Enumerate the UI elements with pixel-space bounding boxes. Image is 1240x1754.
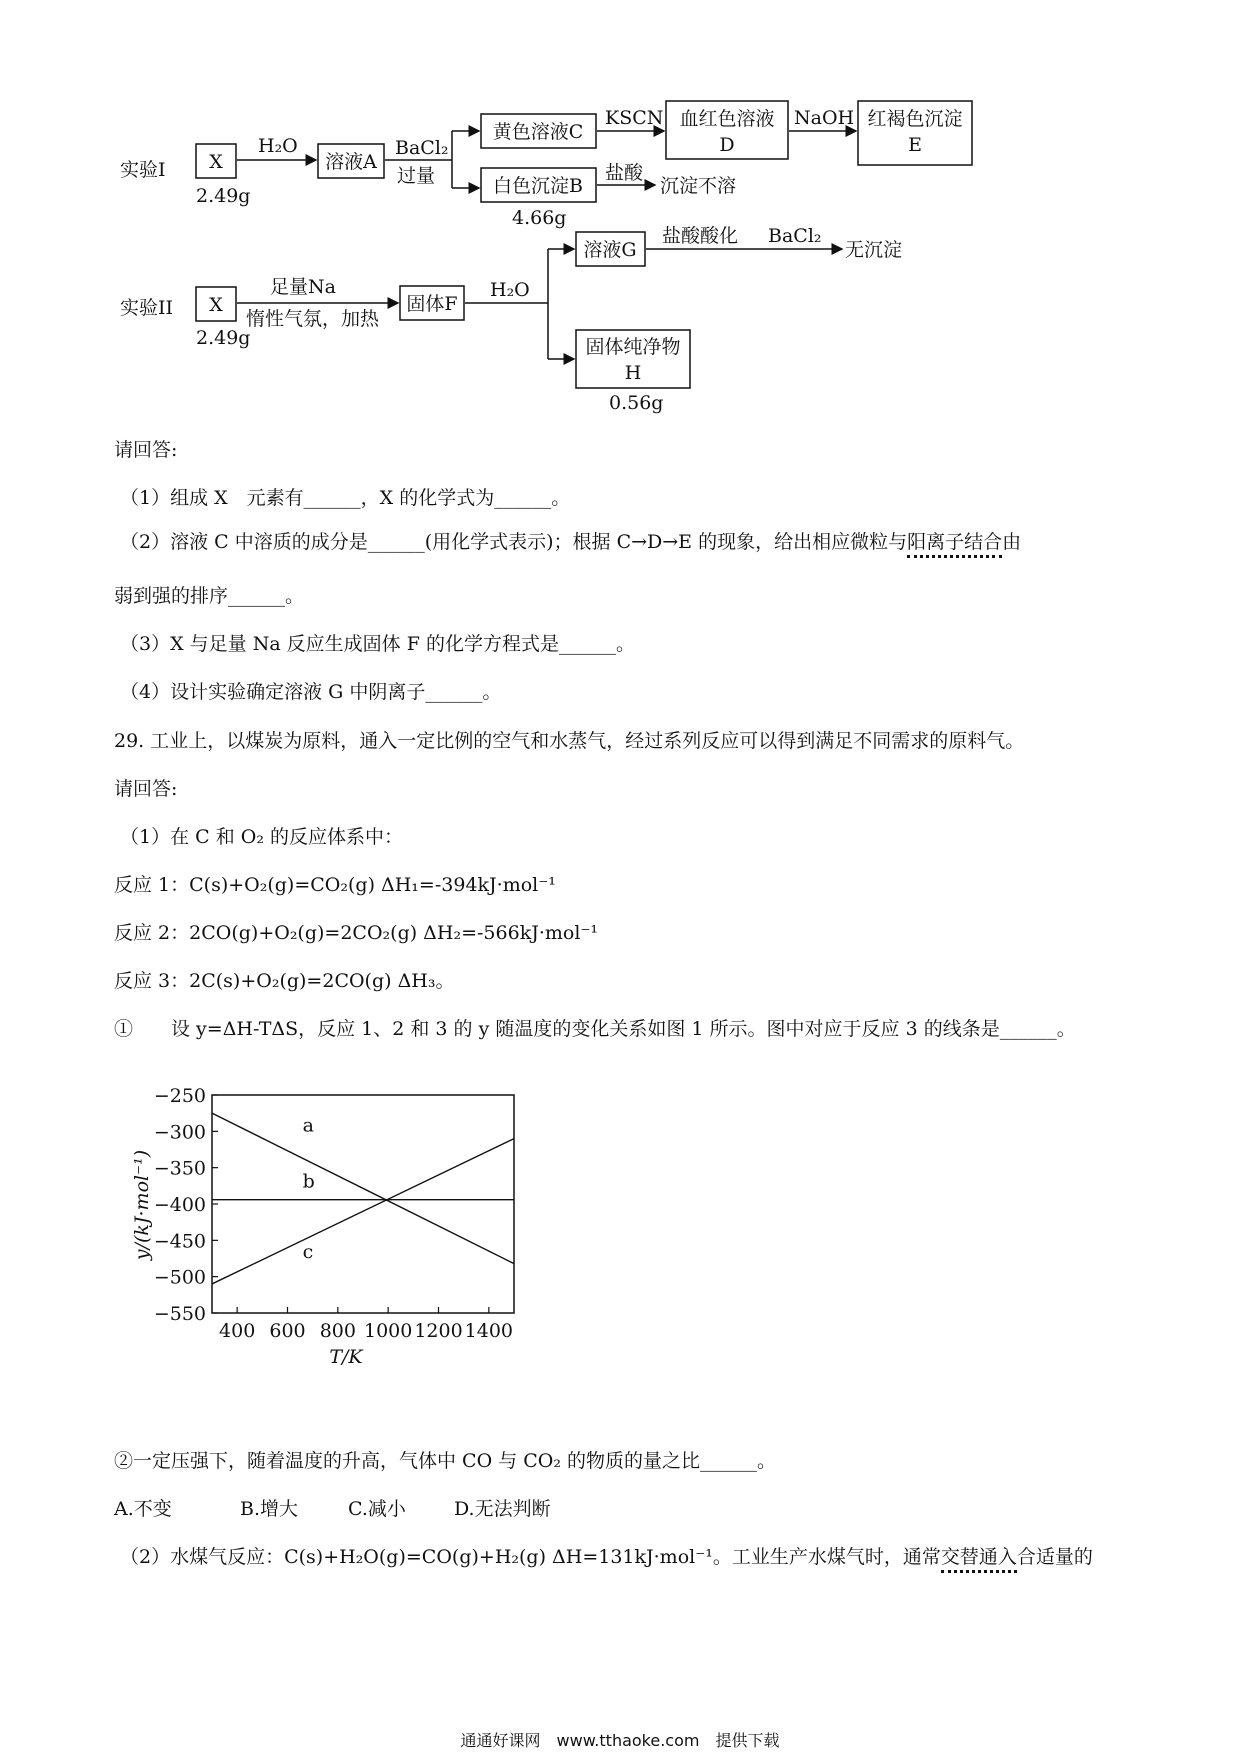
x-tick-label: 1400: [464, 1320, 514, 1342]
exp2-label: 实验II: [120, 297, 174, 319]
y-tick-label: −550: [153, 1303, 206, 1325]
exp1-label: 实验I: [120, 159, 166, 181]
series-line-a: [212, 1113, 514, 1263]
no-ppt-label: 无沉淀: [845, 239, 903, 261]
q28-part2-tail: 由: [1002, 531, 1022, 553]
options-row: [114, 1497, 551, 1521]
series-label-a: a: [302, 1114, 314, 1137]
q29-part2-emphasis: 交替通入: [941, 1546, 1017, 1573]
hcl-label: 盐酸: [605, 162, 644, 184]
q28-part3: （3）X 与足量 Na 反应生成固体 F 的化学方程式是______。: [120, 633, 635, 655]
na-excess-label: 足量Na: [270, 276, 336, 298]
mass-b: 4.66g: [512, 207, 567, 229]
reaction-2: 反应 2：2CO(g)+O₂(g)=2CO₂(g) ΔH₂=-566kJ·mol⁻¹: [114, 922, 599, 944]
yellow-c-label: 黄色溶液C: [492, 121, 584, 143]
footer-source: 通通好课网 www.tthaoke.com 提供下载: [460, 1731, 780, 1750]
option-c: C.减小: [348, 1498, 406, 1520]
q29-sub2: ②一定压强下，随着温度的升高，气体中 CO 与 CO₂ 的物质的量之比______。: [114, 1450, 777, 1472]
series-line-c: [212, 1139, 514, 1284]
h2o-label-1: H₂O: [258, 135, 298, 157]
red-d-label-2: D: [719, 134, 735, 156]
y-tick-label: −400: [153, 1194, 206, 1216]
q29-part1: （1）在 C 和 O₂ 的反应体系中：: [120, 826, 403, 848]
kscn-label: KSCN: [605, 107, 664, 129]
inert-label: 惰性气氛，加热: [246, 308, 380, 330]
bacl2-label-2: BaCl₂: [768, 225, 822, 247]
naoh-label: NaOH: [794, 107, 855, 129]
bacl2-label: BaCl₂: [395, 137, 449, 159]
q28-part2-emphasis: 阳离子结合: [907, 531, 1002, 558]
solution-g-label: 溶液G: [583, 239, 637, 261]
x-tick-label: 800: [319, 1320, 356, 1342]
mass-x-1: 2.49g: [196, 185, 251, 207]
y-tick-label: −300: [153, 1121, 206, 1144]
q28-part2-line1: [120, 530, 1021, 554]
x-axis-label: T/K: [329, 1346, 363, 1368]
insoluble-label: 沉淀不溶: [660, 175, 737, 197]
solid-h-label-2: H: [624, 362, 642, 384]
please-answer-28: 请回答:: [114, 439, 178, 461]
y-vs-temperature-chart: [120, 1075, 540, 1375]
reaction-1: 反应 1：C(s)+O₂(g)=CO₂(g) ΔH₁=-394kJ·mol⁻¹: [114, 874, 556, 896]
reaction-3: 反应 3：2C(s)+O₂(g)=2CO(g) ΔH₃。: [114, 970, 455, 992]
q28-part1: （1）组成 X 元素有______，X 的化学式为______。: [120, 487, 571, 509]
plot-frame: [212, 1095, 514, 1313]
x-label-2: X: [209, 294, 223, 316]
mass-x-2: 2.49g: [196, 327, 251, 349]
red-d-label-1: 血红色溶液: [679, 108, 775, 130]
y-tick-label: −450: [153, 1230, 206, 1253]
y-tick-label: −500: [153, 1266, 206, 1289]
acidify-label: 盐酸酸化: [662, 225, 739, 247]
q29-part2: [120, 1545, 1093, 1569]
solution-a-label: 溶液A: [325, 151, 377, 173]
q28-part2-line2: 弱到强的排序______。: [114, 585, 305, 607]
q28-part4: （4）设计实验确定溶液 G 中阴离子______。: [120, 681, 502, 703]
x-tick-label: 600: [269, 1320, 306, 1342]
y-tick-label: −250: [153, 1085, 206, 1107]
option-d: D.无法判断: [454, 1498, 551, 1520]
brown-e-label-2: E: [908, 134, 922, 156]
y-tick-label: −350: [153, 1157, 206, 1180]
q29-part2-tail: 合适量的: [1016, 1546, 1093, 1568]
q28-part2-text: （2）溶液 C 中溶质的成分是______(用化学式表示)；根据 C→D→E 的现象，给出相应微粒与: [120, 531, 908, 553]
option-a: A.不变: [114, 1498, 172, 1520]
option-b: B.增大: [240, 1498, 299, 1520]
q29-sub1: ① 设 y=ΔH-TΔS，反应 1、2 和 3 的 y 随温度的变化关系如图 1 所示。图中对应于反应 3 的线条是______。: [114, 1018, 1076, 1040]
solid-h-label-1: 固体纯净物: [585, 336, 681, 358]
white-b-label: 白色沉淀B: [493, 175, 583, 197]
y-axis-label: y/(kJ·mol⁻¹): [131, 1149, 153, 1261]
series-label-b: b: [302, 1170, 315, 1193]
x-tick-label: 1000: [363, 1320, 413, 1342]
q29-intro: 29. 工业上，以煤炭为原料，通入一定比例的空气和水蒸气，经过系列反应可以得到满足不同需求的原料气。: [114, 730, 1025, 752]
flow-diagram: [0, 0, 1240, 420]
series-label-c: c: [302, 1240, 314, 1263]
brown-e-label-1: 红褐色沉淀: [867, 108, 963, 130]
x-label-1: X: [209, 151, 223, 173]
h2o-label-2: H₂O: [490, 279, 530, 301]
x-tick-label: 1200: [414, 1320, 463, 1342]
excess-label: 过量: [397, 165, 436, 187]
q29-part2-text: （2）水煤气反应：C(s)+H₂O(g)=CO(g)+H₂(g) ΔH=131kJ·mol⁻¹。工业生产水煤气时，通常: [120, 1546, 941, 1568]
please-answer-29: 请回答:: [114, 778, 178, 800]
x-tick-label: 400: [219, 1320, 256, 1342]
solid-f-label: 固体F: [406, 293, 458, 315]
mass-h: 0.56g: [609, 392, 664, 414]
